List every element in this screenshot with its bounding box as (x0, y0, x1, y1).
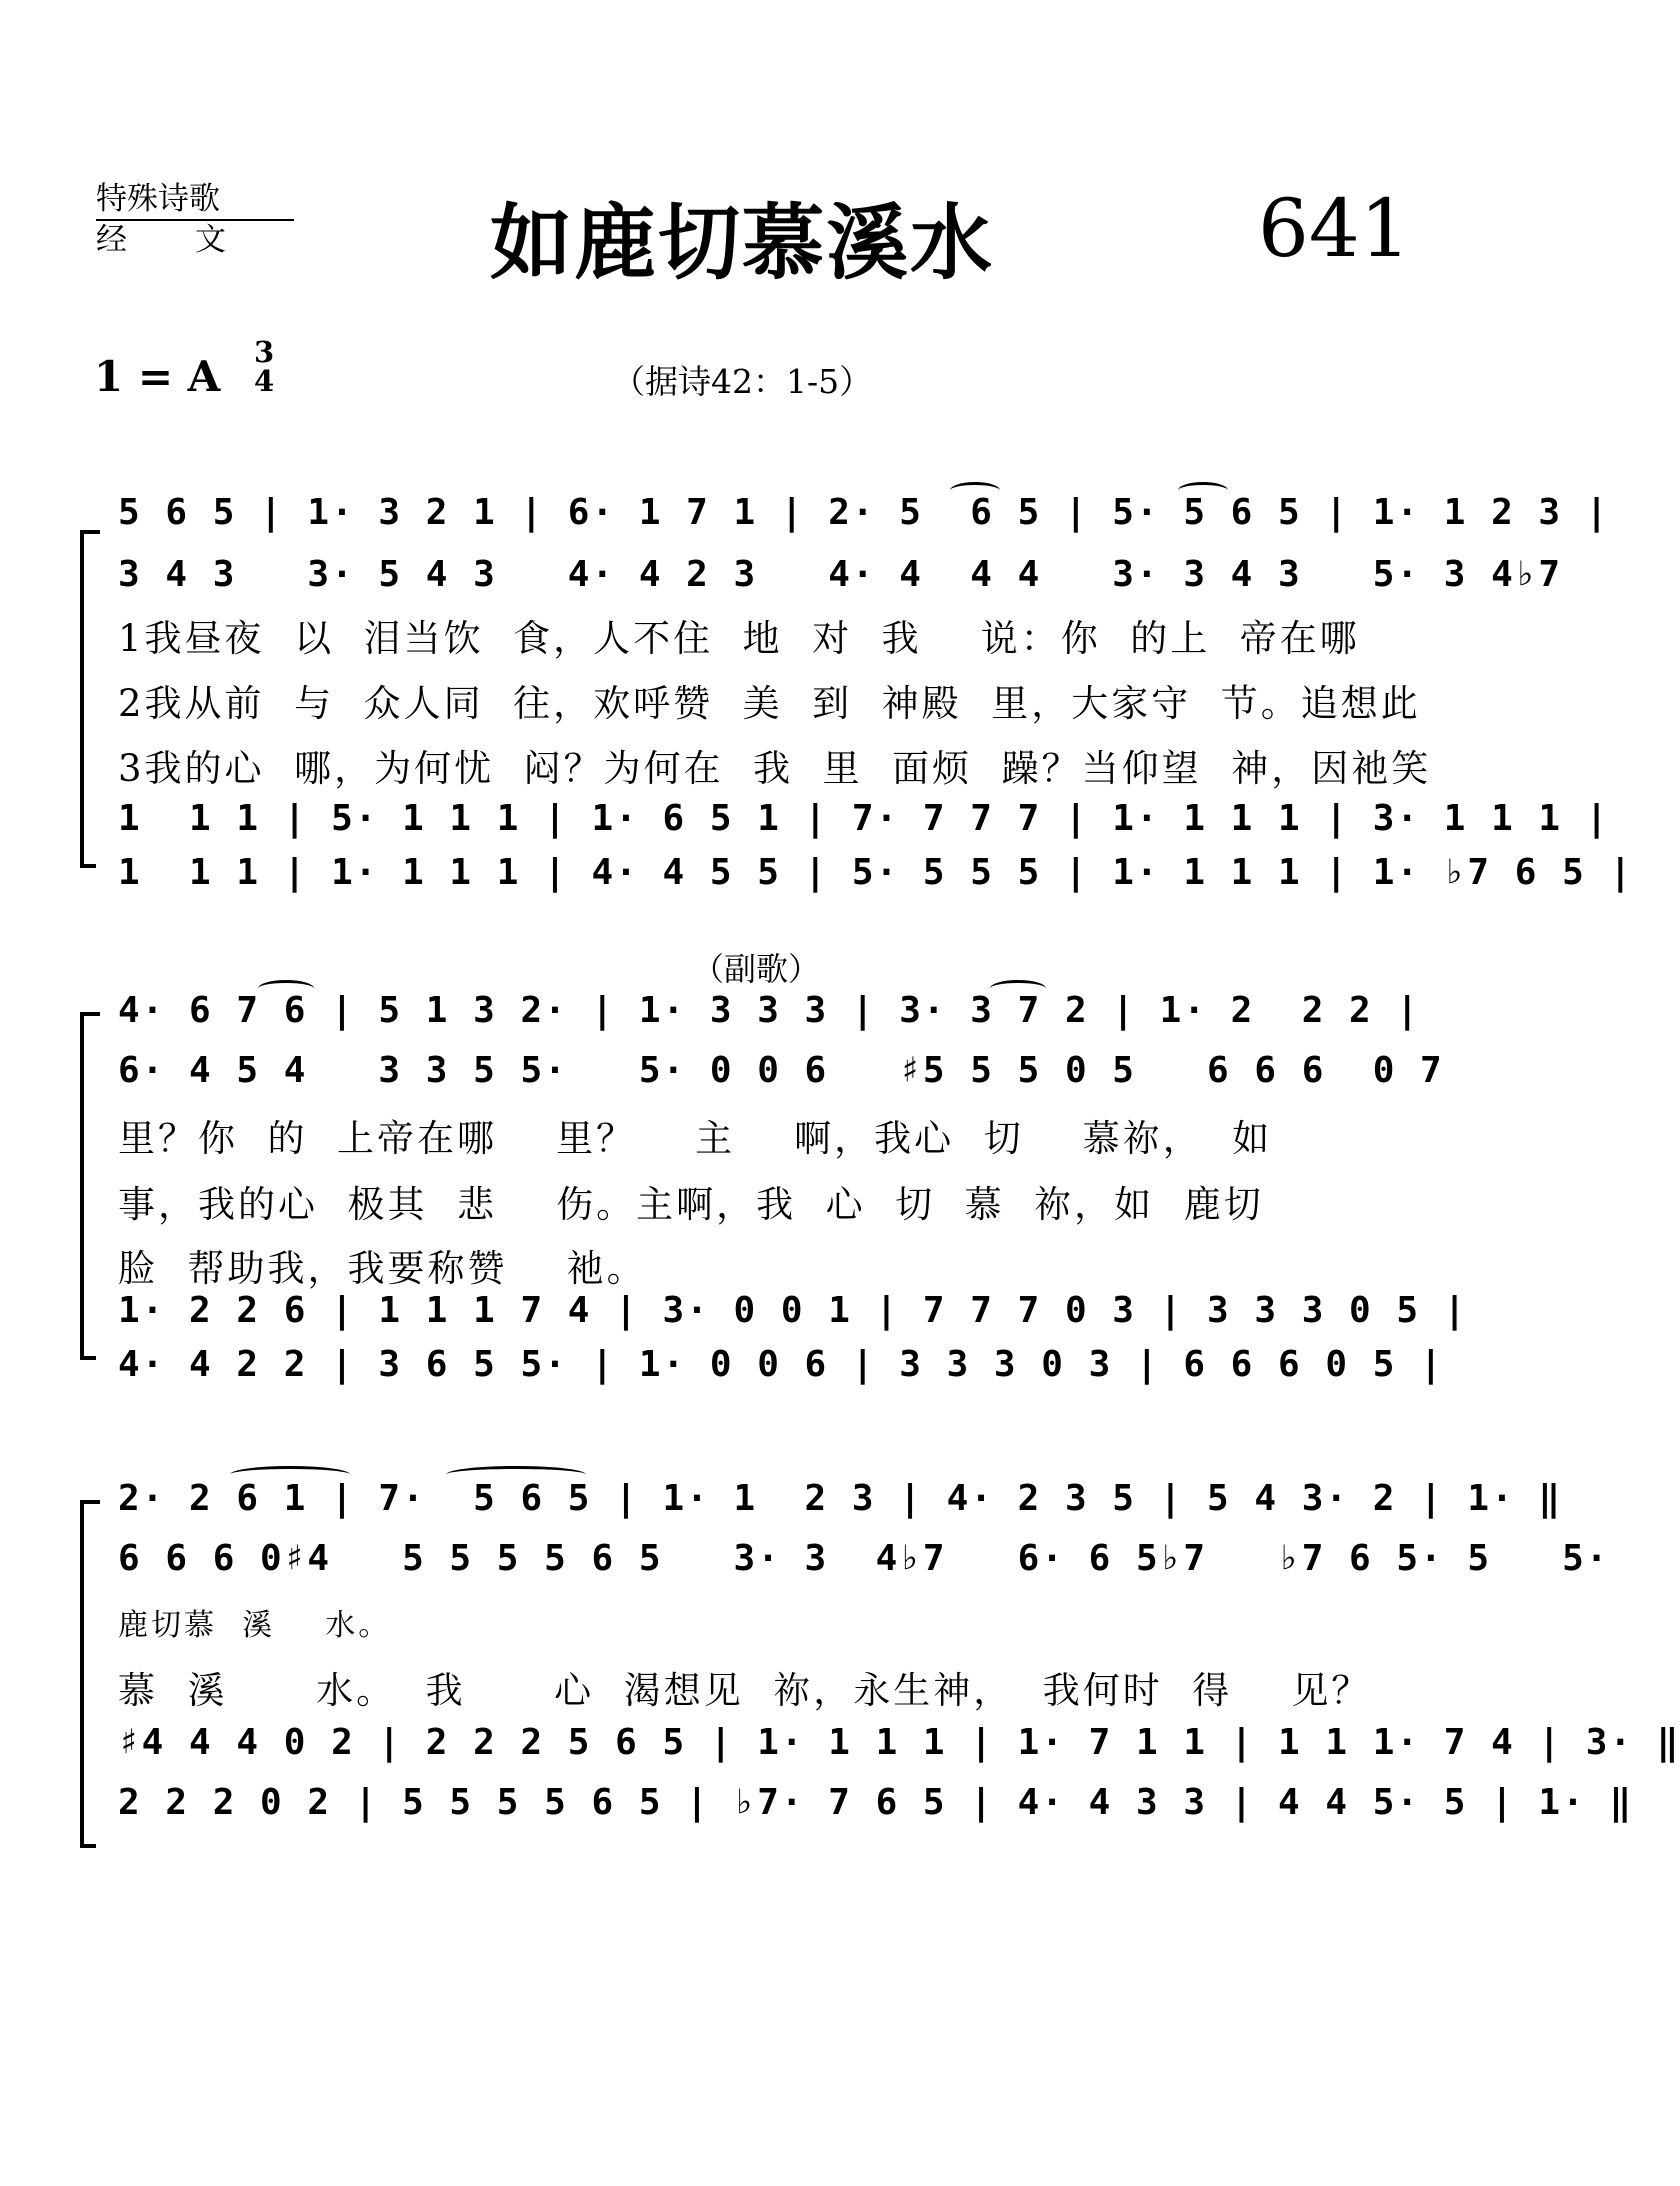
slur-mark (446, 1466, 586, 1483)
lyric-line-1: 鹿切慕 溪 水。 (118, 1608, 392, 1643)
slur-mark (230, 1466, 350, 1483)
category-line1: 特殊诗歌 (96, 180, 294, 221)
system-bracket (80, 1500, 96, 1848)
hymn-number: 641 (1258, 182, 1411, 275)
lyric-verse-3: 3我的心 哪，为何忧 闷？为何在 我 里 面烦 躁？当仰望 神，因祂笑 (118, 747, 1432, 790)
soprano-line: 2· 2 6 1 | 7· 5 6 5 | 1· 1 2 3 | 4· 2 3 5 | 5 4 3· 2 | 1· ‖ (118, 1478, 1563, 1519)
system-bracket (80, 1012, 96, 1360)
time-signature-bottom: 4 (254, 364, 275, 398)
lyric-line-1: 里？你 的 上帝在哪 里？ 主 啊，我心 切 慕祢， 如 (118, 1117, 1273, 1160)
soprano-line: 5 6 5 | 1· 3 2 1 | 6· 1 7 1 | 2· 5 6 5 | 5· 5 6 5 | 1· 1 2 3 | (118, 492, 1610, 533)
score-system-3 (70, 1470, 1680, 1860)
alto-line: 6· 4 5 4 3 3 5 5· 5· 0 0 6 ♯5 5 5 0 5 6 6 6 0 7 (118, 1050, 1444, 1091)
key-signature: 1 = A (94, 352, 221, 401)
category-line2: 经文 (96, 222, 294, 258)
bass-line: 2 2 2 0 2 | 5 5 5 5 6 5 | ♭7· 7 6 5 | 4· 4 3 3 | 4 4 5· 5 | 1· ‖ (118, 1782, 1634, 1823)
soprano-line: 4· 6 7 6 | 5 1 3 2· | 1· 3 3 3 | 3· 3 7 2 | 1· 2 2 2 | (118, 990, 1421, 1031)
score-system-2 (70, 982, 1468, 1385)
tenor-line: 1 1 1 | 5· 1 1 1 | 1· 6 5 1 | 7· 7 7 7 | 1· 1 1 1 | 3· 1 1 1 | (118, 798, 1610, 839)
lyric-line-3: 脸 帮助我，我要称赞 祂。 (118, 1247, 647, 1290)
lyric-verse-2: 2我从前 与 众人同 往，欢呼赞 美 到 神殿 里，大家守 节。追想此 (118, 682, 1421, 725)
category-label (96, 180, 294, 259)
lyric-line-2: 慕 溪 水。 我 心 渴想见 祢，永生神， 我何时 得 见？ (118, 1669, 1372, 1712)
slur-mark (990, 980, 1046, 997)
time-signature-top: 3 (254, 335, 275, 369)
alto-line: 6 6 6 0♯4 5 5 5 5 6 5 3· 3 4♭7 6· 6 5♭7 ♭7 6 5· 5 5· (118, 1538, 1610, 1579)
slur-mark (950, 482, 1000, 499)
slur-mark (1178, 482, 1228, 499)
bass-line: 4· 4 2 2 | 3 6 5 5· | 1· 0 0 6 | 3 3 3 0 3 | 6 6 6 0 5 | (118, 1344, 1444, 1385)
time-signature (254, 335, 275, 398)
chorus-label: （副歌） (692, 950, 821, 988)
slur-mark (258, 980, 314, 997)
tenor-line: ♯4 4 4 0 2 | 2 2 2 5 6 5 | 1· 1 1 1 | 1· 7 1 1 | 1 1 1· 7 4 | 3· ‖ (118, 1722, 1680, 1763)
hymn-title: 如鹿切慕溪水 (490, 195, 995, 291)
bass-line: 1 1 1 | 1· 1 1 1 | 4· 4 5 5 | 5· 5 5 5 | 1· 1 1 1 | 1· ♭7 6 5 | (118, 852, 1634, 893)
tenor-line: 1· 2 2 6 | 1 1 1 7 4 | 3· 0 0 1 | 7 7 7 0 3 | 3 3 3 0 5 | (118, 1290, 1468, 1331)
alto-line: 3 4 3 3· 5 4 3 4· 4 2 3 4· 4 4 4 3· 3 4 3 5· 3 4♭7 (118, 554, 1563, 595)
lyric-line-2: 事，我的心 极其 悲 伤。主啊，我 心 切 慕 祢，如 鹿切 (118, 1183, 1264, 1226)
scripture-source: （据诗42：1-5） (612, 362, 873, 401)
score-system-1 (70, 480, 1634, 900)
system-bracket (80, 530, 96, 868)
lyric-verse-1: 1我昼夜 以 泪当饮 食，人不住 地 对 我 说：你 的上 帝在哪 (118, 617, 1360, 660)
